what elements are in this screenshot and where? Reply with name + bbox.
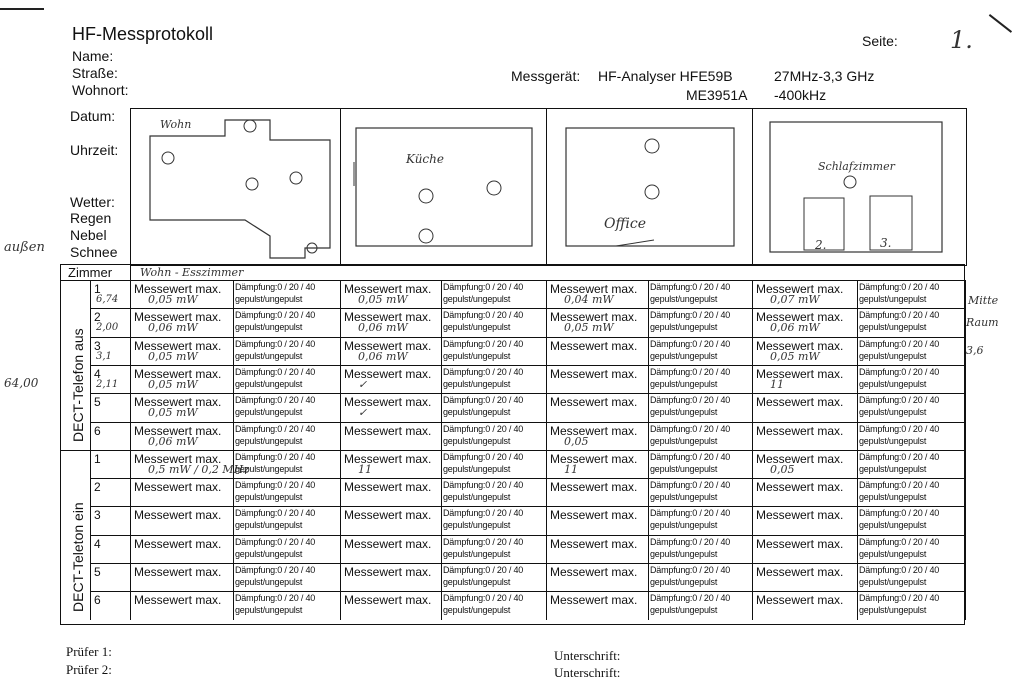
pulse-line: gepulst/ungepulst xyxy=(443,350,511,361)
pulse-line: gepulst/ungepulst xyxy=(235,378,303,389)
daempfung-line: Dämpfung:0 / 20 / 40 xyxy=(235,536,316,547)
daempfung-line: Dämpfung:0 / 20 / 40 xyxy=(235,282,316,292)
pulse-line: gepulst/ungepulst xyxy=(859,577,927,587)
messwert-label: Messewert max. xyxy=(134,593,222,608)
pulse-line: gepulst/ungepulst xyxy=(235,350,303,361)
daempfung-line: Dämpfung:0 / 20 / 40 xyxy=(650,565,731,575)
daempfung-line: Dämpfung:0 / 20 / 40 xyxy=(859,451,940,462)
messwert-label: Messewert max. xyxy=(134,366,222,381)
room-sketch-4 xyxy=(752,108,964,264)
pulse-line: gepulst/ungepulst xyxy=(235,520,303,531)
pulse-line: gepulst/ungepulst xyxy=(443,435,511,446)
messwert-label: Messewert max. xyxy=(756,565,844,579)
daempfung-line: Dämpfung:0 / 20 / 40 xyxy=(443,451,524,462)
daempfung-line: Dämpfung:0 / 20 / 40 xyxy=(859,310,940,321)
row-number: 3 xyxy=(94,338,101,353)
table-row-line xyxy=(90,535,965,536)
pulse-line: gepulst/ungepulst xyxy=(859,350,927,361)
daempfung-line: Dämpfung:0 / 20 / 40 xyxy=(859,536,940,547)
pulse-line: gepulst/ungepulst xyxy=(235,548,303,559)
daempfung-line: Dämpfung:0 / 20 / 40 xyxy=(235,480,316,491)
handwritten-value: 0,06 mW xyxy=(148,321,198,335)
pulse-line: gepulst/ungepulst xyxy=(235,322,303,333)
daempfung-line: Dämpfung:0 / 20 / 40 xyxy=(650,310,731,321)
table-row-line xyxy=(90,563,965,564)
table-row-line xyxy=(60,450,965,451)
pulse-line: gepulst/ungepulst xyxy=(443,492,511,503)
daempfung-line: Dämpfung:0 / 20 / 40 xyxy=(859,423,940,434)
messwert-label: Messewert max. xyxy=(134,565,222,579)
margin-note-mitte: Mitte xyxy=(968,294,999,307)
pulse-line: gepulst/ungepulst xyxy=(650,548,718,559)
row-number: 6 xyxy=(94,593,101,608)
table-row-line xyxy=(90,422,965,423)
daempfung-line: Dämpfung:0 / 20 / 40 xyxy=(650,366,731,377)
handwritten-value: 0,06 mW xyxy=(148,434,198,448)
handwritten-value: 11 xyxy=(564,462,578,476)
pulse-line: gepulst/ungepulst xyxy=(859,520,927,531)
table-row-line xyxy=(90,591,965,592)
daempfung-line: Dämpfung:0 / 20 / 40 xyxy=(443,508,524,519)
pulse-line: gepulst/ungepulst xyxy=(443,322,511,333)
pulse-line: gepulst/ungepulst xyxy=(859,548,927,559)
daempfung-line: Dämpfung:0 / 20 / 40 xyxy=(235,451,316,462)
pulse-line: gepulst/ungepulst xyxy=(235,435,303,446)
row-number: 4 xyxy=(94,366,101,381)
page-number-handwritten: 1. xyxy=(950,26,973,54)
table-row-line xyxy=(90,337,965,338)
daempfung-line: Dämpfung:0 / 20 / 40 xyxy=(859,593,940,604)
messwert-label: Messewert max. xyxy=(134,338,222,353)
row-number: 4 xyxy=(94,536,101,551)
messwert-label: Messewert max. xyxy=(344,395,432,410)
row-number: 3 xyxy=(94,508,101,523)
zimmer-divider xyxy=(130,264,131,281)
messwert-label: Messewert max. xyxy=(550,480,638,495)
handwritten-value: 0,05 mW xyxy=(564,321,614,335)
pulse-line: gepulst/ungepulst xyxy=(859,294,927,304)
messwert-label: Messewert max. xyxy=(756,423,844,438)
messwert-label: Messewert max. xyxy=(550,395,638,410)
daempfung-line: Dämpfung:0 / 20 / 40 xyxy=(443,593,524,604)
messwert-label: Messewert max. xyxy=(550,451,638,466)
table-row-line xyxy=(90,393,965,394)
messwert-label: Messewert max. xyxy=(756,366,844,381)
pulse-line: gepulst/ungepulst xyxy=(859,463,927,474)
device-model: ME3951A xyxy=(686,87,748,103)
margin-note-value: 64,00 xyxy=(4,376,39,390)
margin-note-aussen: außen xyxy=(4,240,45,255)
pulse-line: gepulst/ungepulst xyxy=(650,463,718,474)
daempfung-line: Dämpfung:0 / 20 / 40 xyxy=(443,395,524,406)
messwert-label: Messewert max. xyxy=(344,423,432,438)
daempfung-line: Dämpfung:0 / 20 / 40 xyxy=(859,480,940,491)
messwert-label: Messewert max. xyxy=(134,480,222,495)
row-number: 1 xyxy=(94,282,101,296)
daempfung-line: Dämpfung:0 / 20 / 40 xyxy=(650,593,731,604)
pulse-line: gepulst/ungepulst xyxy=(650,577,718,587)
messwert-label: Messewert max. xyxy=(344,366,432,381)
scan-corner-mark-left xyxy=(0,8,44,10)
regen-label: Regen xyxy=(70,210,112,226)
room-sketch-2 xyxy=(340,108,546,264)
pulse-line: gepulst/ungepulst xyxy=(650,520,718,531)
daempfung-line: Dämpfung:0 / 20 / 40 xyxy=(443,423,524,434)
handwritten-value: 0,05 mW xyxy=(148,349,198,363)
pulse-line: gepulst/ungepulst xyxy=(650,407,718,418)
group-label-dect-aus: DECT-Telefon aus xyxy=(70,328,86,442)
messwert-label: Messewert max. xyxy=(550,565,638,579)
pulse-line: gepulst/ungepulst xyxy=(443,520,511,531)
messwert-label: Messewert max. xyxy=(550,508,638,523)
document-title: HF-Messprotokoll xyxy=(72,24,214,44)
pulse-line: gepulst/ungepulst xyxy=(443,577,511,587)
margin-note-raum: Raum xyxy=(966,316,999,329)
row-number: 2 xyxy=(94,310,101,325)
row-number: 5 xyxy=(94,395,101,410)
pulse-line: gepulst/ungepulst xyxy=(650,294,718,304)
pulse-line: gepulst/ungepulst xyxy=(650,322,718,333)
daempfung-line: Dämpfung:0 / 20 / 40 xyxy=(443,282,524,292)
messwert-label: Messewert max. xyxy=(134,451,222,466)
pruefer-2-label: Prüfer 2: xyxy=(66,662,112,677)
messwert-label: Messewert max. xyxy=(756,395,844,410)
daempfung-line: Dämpfung:0 / 20 / 40 xyxy=(443,310,524,321)
messwert-label: Messewert max. xyxy=(344,282,432,296)
handwritten-value: 11 xyxy=(770,377,784,391)
handwritten-value: 0,07 mW xyxy=(770,293,820,306)
row-number: 6 xyxy=(94,423,101,438)
messwert-label: Messewert max. xyxy=(756,451,844,466)
daempfung-line: Dämpfung:0 / 20 / 40 xyxy=(235,508,316,519)
page-label: Seite: xyxy=(862,33,898,49)
pulse-line: gepulst/ungepulst xyxy=(859,605,927,616)
handwritten-value: ✓ xyxy=(358,377,368,391)
row-number: 2 xyxy=(94,480,101,495)
messwert-label: Messewert max. xyxy=(550,338,638,353)
messwert-label: Messewert max. xyxy=(756,536,844,551)
daempfung-line: Dämpfung:0 / 20 / 40 xyxy=(650,395,731,406)
messwert-label: Messewert max. xyxy=(134,395,222,410)
messwert-label: Messewert max. xyxy=(550,423,638,438)
daempfung-line: Dämpfung:0 / 20 / 40 xyxy=(859,338,940,349)
table-row-line xyxy=(90,506,965,507)
daempfung-line: Dämpfung:0 / 20 / 40 xyxy=(650,338,731,349)
table-row-line xyxy=(90,478,965,479)
messwert-label: Messewert max. xyxy=(756,508,844,523)
daempfung-line: Dämpfung:0 / 20 / 40 xyxy=(650,451,731,462)
daempfung-line: Dämpfung:0 / 20 / 40 xyxy=(650,282,731,292)
handwritten-value: 0,06 mW xyxy=(770,321,820,335)
messwert-label: Messewert max. xyxy=(550,310,638,325)
daempfung-line: Dämpfung:0 / 20 / 40 xyxy=(443,366,524,377)
daempfung-line: Dämpfung:0 / 20 / 40 xyxy=(859,395,940,406)
daempfung-line: Dämpfung:0 / 20 / 40 xyxy=(443,338,524,349)
daempfung-line: Dämpfung:0 / 20 / 40 xyxy=(235,593,316,604)
room-4-sub-1: 2. xyxy=(815,238,827,252)
pulse-line: gepulst/ungepulst xyxy=(859,435,927,446)
messwert-label: Messewert max. xyxy=(756,480,844,495)
pulse-line: gepulst/ungepulst xyxy=(650,492,718,503)
frequency-range-low: -400kHz xyxy=(774,87,827,103)
scan-corner-mark-right xyxy=(989,14,1012,33)
room-4-sub-2: 3. xyxy=(880,236,892,250)
room-2-title: Küche xyxy=(406,152,444,166)
pruefer-1-label: Prüfer 1: xyxy=(66,644,112,659)
daempfung-line: Dämpfung:0 / 20 / 40 xyxy=(650,423,731,434)
messwert-label: Messewert max. xyxy=(344,593,432,608)
schnee-label: Schnee xyxy=(70,244,118,260)
pulse-line: gepulst/ungepulst xyxy=(859,322,927,333)
daempfung-line: Dämpfung:0 / 20 / 40 xyxy=(859,565,940,575)
row-side-note: 6,74 xyxy=(96,294,119,305)
messwert-label: Messewert max. xyxy=(550,366,638,381)
pulse-line: gepulst/ungepulst xyxy=(859,378,927,389)
room-4-title: Schlafzimmer xyxy=(818,160,895,173)
datum-label: Datum: xyxy=(70,108,116,124)
pulse-line: gepulst/ungepulst xyxy=(443,548,511,559)
messwert-label: Messewert max. xyxy=(134,423,222,438)
handwritten-value: 0,06 mW xyxy=(358,321,408,335)
messwert-label: Messewert max. xyxy=(134,536,222,551)
handwritten-value: 0,05 mW xyxy=(148,377,198,391)
table-row-line xyxy=(90,365,965,366)
nebel-label: Nebel xyxy=(70,227,107,243)
name-label: Name: xyxy=(72,48,114,64)
room-sketch-3 xyxy=(546,108,752,264)
handwritten-value: 0,06 mW xyxy=(358,349,408,363)
row-side-note: 2,11 xyxy=(96,378,119,390)
messwert-label: Messewert max. xyxy=(756,593,844,608)
group-label-dect-ein: DECT-Teleton ein xyxy=(70,502,86,612)
daempfung-line: Dämpfung:0 / 20 / 40 xyxy=(859,282,940,292)
pulse-line: gepulst/ungepulst xyxy=(443,407,511,418)
row-side-note: 2,00 xyxy=(96,322,119,334)
messwert-label: Messewert max. xyxy=(756,310,844,325)
pulse-line: gepulst/ungepulst xyxy=(443,294,511,304)
row-side-note: 3,1 xyxy=(96,350,112,362)
zimmer-value: Wohn - Esszimmer xyxy=(140,266,244,279)
pulse-line: gepulst/ungepulst xyxy=(443,463,511,474)
messwert-label: Messewert max. xyxy=(134,508,222,523)
table-col-line xyxy=(965,280,966,620)
daempfung-line: Dämpfung:0 / 20 / 40 xyxy=(859,366,940,377)
handwritten-value: 0,5 mW / 0,2 MHz xyxy=(148,462,250,476)
daempfung-line: Dämpfung:0 / 20 / 40 xyxy=(235,310,316,321)
zimmer-label: Zimmer xyxy=(68,265,113,280)
unterschrift-1-label: Unterschrift: xyxy=(554,648,621,663)
table-row-line xyxy=(90,308,965,309)
messwert-label: Messewert max. xyxy=(344,451,432,466)
pulse-line: gepulst/ungepulst xyxy=(235,294,303,304)
pulse-line: gepulst/ungepulst xyxy=(235,492,303,503)
messwert-label: Messewert max. xyxy=(344,565,432,579)
messwert-label: Messewert max. xyxy=(344,480,432,495)
messwert-label: Messewert max. xyxy=(134,310,222,325)
daempfung-line: Dämpfung:0 / 20 / 40 xyxy=(443,480,524,491)
messwert-label: Messewert max. xyxy=(550,282,638,296)
pulse-line: gepulst/ungepulst xyxy=(235,605,303,616)
pulse-line: gepulst/ungepulst xyxy=(650,378,718,389)
daempfung-line: Dämpfung:0 / 20 / 40 xyxy=(650,480,731,491)
messwert-label: Messewert max. xyxy=(756,282,844,296)
pulse-line: gepulst/ungepulst xyxy=(235,577,303,587)
row-number: 5 xyxy=(94,565,101,579)
margin-note-36: 3,6 xyxy=(966,344,984,357)
daempfung-line: Dämpfung:0 / 20 / 40 xyxy=(235,423,316,434)
pulse-line: gepulst/ungepulst xyxy=(443,378,511,389)
messwert-label: Messewert max. xyxy=(344,310,432,325)
messwert-label: Messewert max. xyxy=(550,536,638,551)
wohnort-label: Wohnort: xyxy=(72,82,129,98)
frequency-range: 27MHz-3,3 GHz xyxy=(774,68,875,84)
handwritten-value: 0,05 xyxy=(770,462,795,476)
daempfung-line: Dämpfung:0 / 20 / 40 xyxy=(235,565,316,575)
room-sketch-1 xyxy=(130,108,340,264)
pulse-line: gepulst/ungepulst xyxy=(650,350,718,361)
daempfung-line: Dämpfung:0 / 20 / 40 xyxy=(650,536,731,547)
pulse-line: gepulst/ungepulst xyxy=(859,407,927,418)
messgeraet-label: Messgerät: xyxy=(511,68,581,84)
handwritten-value: 0,05 mW xyxy=(358,293,408,306)
row-number: 1 xyxy=(94,451,101,466)
messwert-label: Messewert max. xyxy=(344,338,432,353)
device-name: HF-Analyser HFE59B xyxy=(598,68,733,84)
room-1-title: Wohn xyxy=(160,118,192,131)
daempfung-line: Dämpfung:0 / 20 / 40 xyxy=(650,508,731,519)
strasse-label: Straße: xyxy=(72,65,118,81)
handwritten-value: 0,05 mW xyxy=(148,406,198,420)
wetter-label: Wetter: xyxy=(70,194,115,210)
daempfung-line: Dämpfung:0 / 20 / 40 xyxy=(443,565,524,575)
room-3-title: Office xyxy=(604,216,646,232)
messwert-label: Messewert max. xyxy=(344,536,432,551)
pulse-line: gepulst/ungepulst xyxy=(650,435,718,446)
handwritten-value: 0,05 mW xyxy=(148,293,198,306)
handwritten-value: 0,05 xyxy=(564,434,589,448)
pulse-line: gepulst/ungepulst xyxy=(859,492,927,503)
messwert-label: Messewert max. xyxy=(134,282,222,296)
handwritten-value: 11 xyxy=(358,462,372,476)
pulse-line: gepulst/ungepulst xyxy=(235,407,303,418)
handwritten-value: ✓ xyxy=(358,406,368,420)
unterschrift-2-label: Unterschrift: xyxy=(554,665,621,680)
handwritten-value: 0,04 mW xyxy=(564,293,614,306)
daempfung-line: Dämpfung:0 / 20 / 40 xyxy=(235,395,316,406)
messwert-label: Messewert max. xyxy=(550,593,638,608)
messwert-label: Messewert max. xyxy=(756,338,844,353)
pulse-line: gepulst/ungepulst xyxy=(235,463,303,474)
uhrzeit-label: Uhrzeit: xyxy=(70,142,119,158)
pulse-line: gepulst/ungepulst xyxy=(650,605,718,616)
handwritten-value: 0,05 mW xyxy=(770,349,820,363)
daempfung-line: Dämpfung:0 / 20 / 40 xyxy=(235,366,316,377)
pulse-line: gepulst/ungepulst xyxy=(443,605,511,616)
daempfung-line: Dämpfung:0 / 20 / 40 xyxy=(859,508,940,519)
messwert-label: Messewert max. xyxy=(344,508,432,523)
daempfung-line: Dämpfung:0 / 20 / 40 xyxy=(443,536,524,547)
daempfung-line: Dämpfung:0 / 20 / 40 xyxy=(235,338,316,349)
